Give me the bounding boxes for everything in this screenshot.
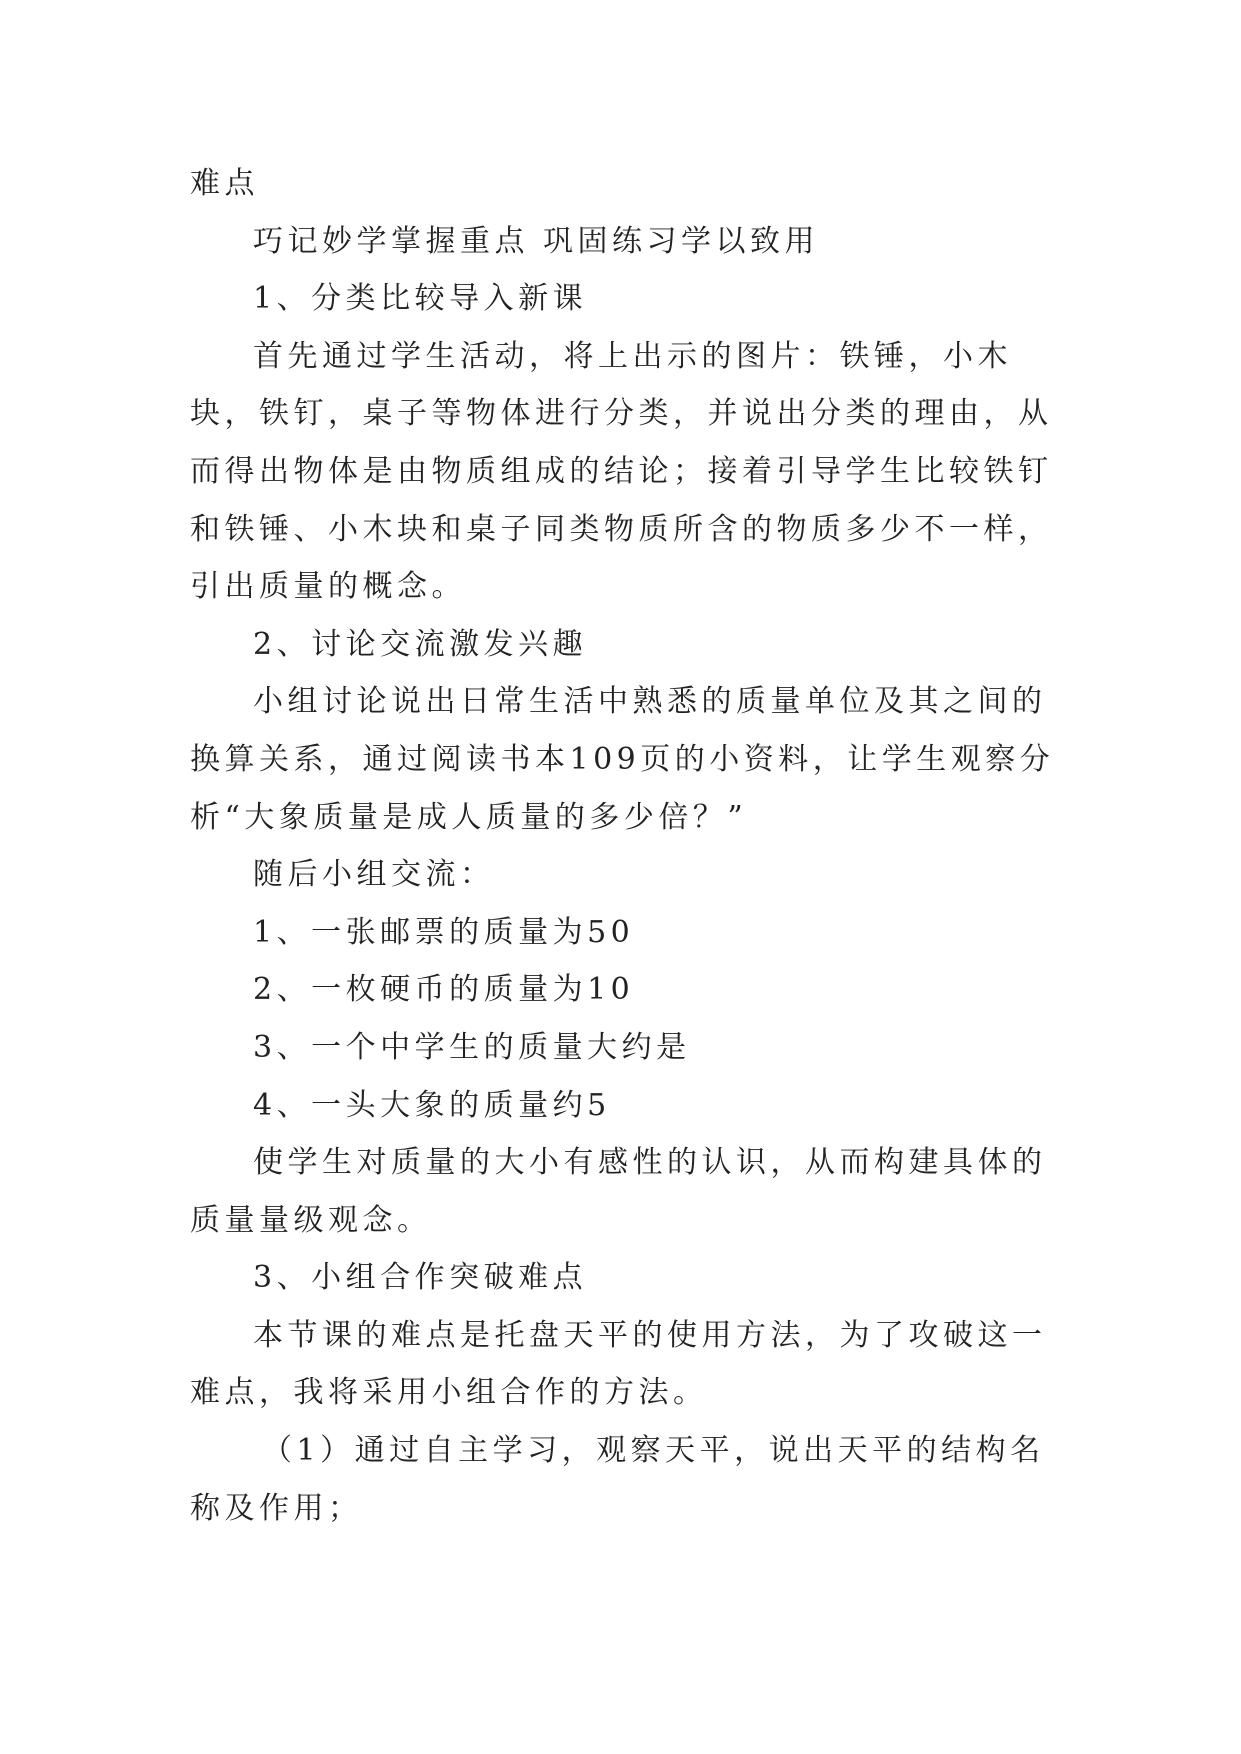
paragraph-step-1: （1）通过自主学习，观察天平，说出天平的结构名称及作用； [190, 1433, 1045, 1526]
list-item-student: 3、一个中学生的质量大约是 [253, 1029, 691, 1065]
section-heading-3: 3、小组合作突破难点 [253, 1260, 588, 1296]
paragraph-group-exchange: 随后小组交流： [253, 857, 495, 893]
list-item-stamp: 1、一张邮票的质量为50 [253, 914, 635, 950]
paragraph-discussion: 小组讨论说出日常生活中熟悉的质量单位及其之间的换算关系，通过阅读书本109页的小资料，让学生观察分析“大象质量是成人质量的多少倍？” [190, 684, 1055, 835]
paragraph-balance-difficulty: 本节课的难点是托盘天平的使用方法，为了攻破这一难点，我将采用小组合作的方法。 [190, 1317, 1047, 1411]
list-item-elephant: 4、一头大象的质量约5 [253, 1087, 611, 1123]
paragraph-classification: 首先通过学生活动，将上出示的图片：铁锤，小木块，铁钉，桌子等物体进行分类，并说出分类的理由，从而得出物体是由物质组成的结论；接着引导学生比较铁钉和铁锤、小木块和桌子同类物质所含的物质多少不一样，引出质量的概念。 [190, 338, 1053, 605]
section-heading-2: 2、讨论交流激发兴趣 [253, 626, 588, 662]
paragraph-motto: 巧记妙学掌握重点 巩固练习学以致用 [253, 223, 820, 259]
section-heading-1: 1、分类比较导入新课 [253, 281, 588, 317]
list-item-coin: 2、一枚硬币的质量为10 [253, 972, 635, 1008]
document-body [190, 155, 1058, 1537]
paragraph-heading-difficulty: 难点 [190, 166, 259, 201]
paragraph-perception: 使学生对质量的大小有感性的认识，从而构建具体的质量量级观念。 [190, 1145, 1047, 1238]
